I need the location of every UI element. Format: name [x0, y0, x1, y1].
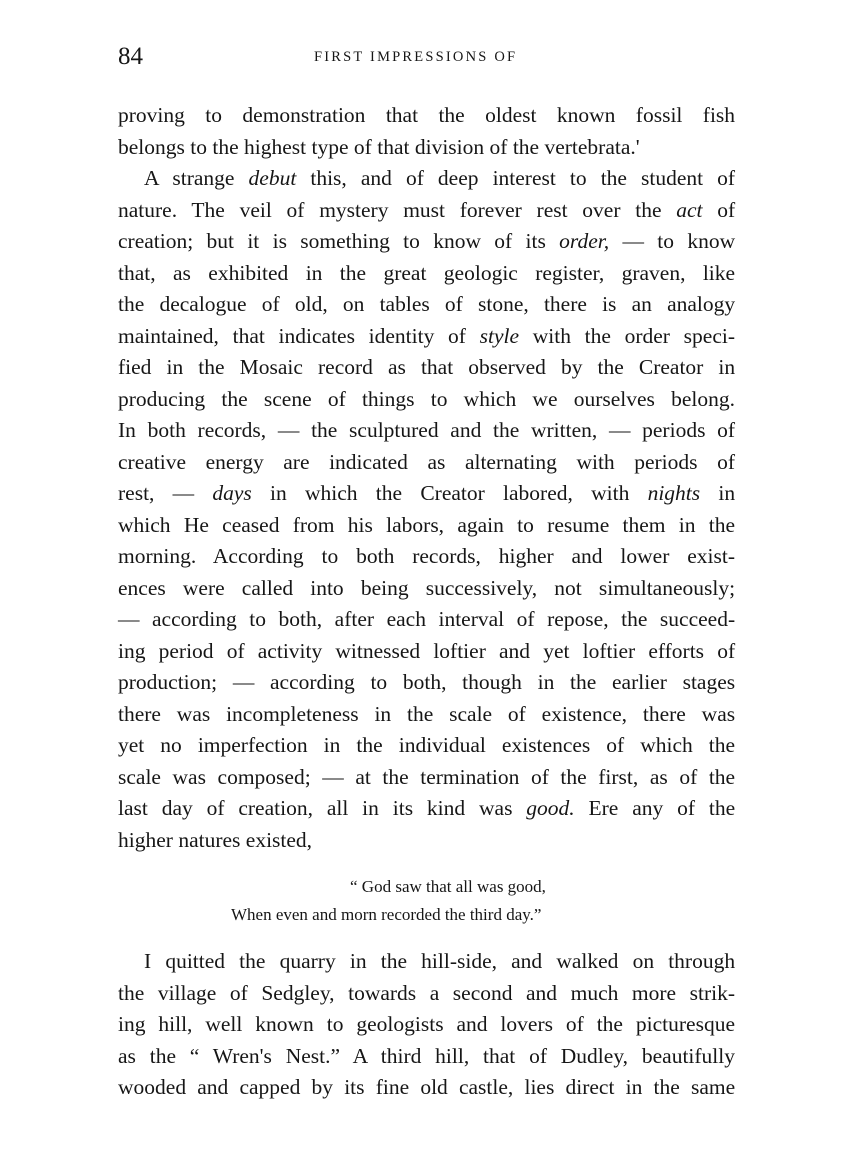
text-line: the decalogue of old, on tables of stone, there is an analogy	[118, 292, 736, 316]
text-line: last day of creation, all in its kind was good. Ere any of the	[118, 796, 736, 820]
text-line: I quitted the quarry in the hill-side, and walked on through	[144, 949, 736, 973]
running-title: FIRST IMPRESSIONS OF	[314, 49, 518, 65]
text-line: creative energy are indicated as alternating with periods of	[118, 449, 736, 474]
text-line: ing period of activity witnessed loftier and yet loftier efforts of	[118, 638, 736, 663]
verse-line: “ God saw that all was good,	[350, 877, 546, 896]
text-line: A strange debut this, and of deep interest to the student of	[144, 166, 736, 190]
text-line: nature. The veil of mystery must forever rest over the act of	[118, 197, 736, 222]
text-line: the village of Sedgley, towards a second and much more strik-	[118, 980, 736, 1005]
verse-quotation	[118, 873, 735, 929]
text-line: morning. According to both records, higher and lower exist-	[118, 544, 736, 568]
text-line: In both records, — the sculptured and the written, — periods of	[118, 418, 736, 442]
text-line: creation; but it is something to know of its order, — to know	[118, 229, 736, 253]
main-text	[118, 100, 735, 856]
text-line: ing hill, well known to geologists and lovers of the picturesque	[118, 1012, 735, 1036]
text-line: higher natures existed,	[118, 827, 313, 852]
text-line: proving to demonstration that the oldest known fossil fish	[118, 103, 736, 127]
text-line: yet no imperfection in the individual existences of which the	[118, 733, 736, 757]
text-line: there was incompleteness in the scale of existence, there was	[118, 701, 736, 726]
text-line: ences were called into being successively, not simultaneously;	[118, 575, 736, 600]
text-line: belongs to the highest type of that division of the vertebrata.'	[118, 134, 640, 159]
text-line: which He ceased from his labors, again to resume them in the	[118, 512, 736, 537]
main-text-continued	[118, 946, 735, 1104]
verse-line: When even and morn recorded the third day.”	[231, 905, 542, 924]
text-line: scale was composed; — at the termination of the first, as of the	[118, 764, 736, 789]
running-head	[118, 42, 735, 72]
page-number: 84	[118, 43, 143, 70]
text-line: as the “ Wren's Nest.” A third hill, that of Dudley, beautifully	[118, 1043, 735, 1068]
text-line: rest, — days in which the Creator labored, with nights in	[118, 481, 736, 505]
text-line: maintained, that indicates identity of style with the order speci-	[118, 323, 736, 348]
text-line: producing the scene of things to which we ourselves belong.	[118, 386, 736, 411]
text-line: — according to both, after each interval of repose, the succeed-	[118, 607, 736, 631]
text-line: that, as exhibited in the great geologic register, graven, like	[118, 260, 736, 285]
text-line: production; — according to both, though in the earlier stages	[118, 670, 736, 694]
text-line: wooded and capped by its fine old castle, lies direct in the same	[118, 1075, 736, 1099]
text-line: fied in the Mosaic record as that observed by the Creator in	[118, 355, 736, 379]
